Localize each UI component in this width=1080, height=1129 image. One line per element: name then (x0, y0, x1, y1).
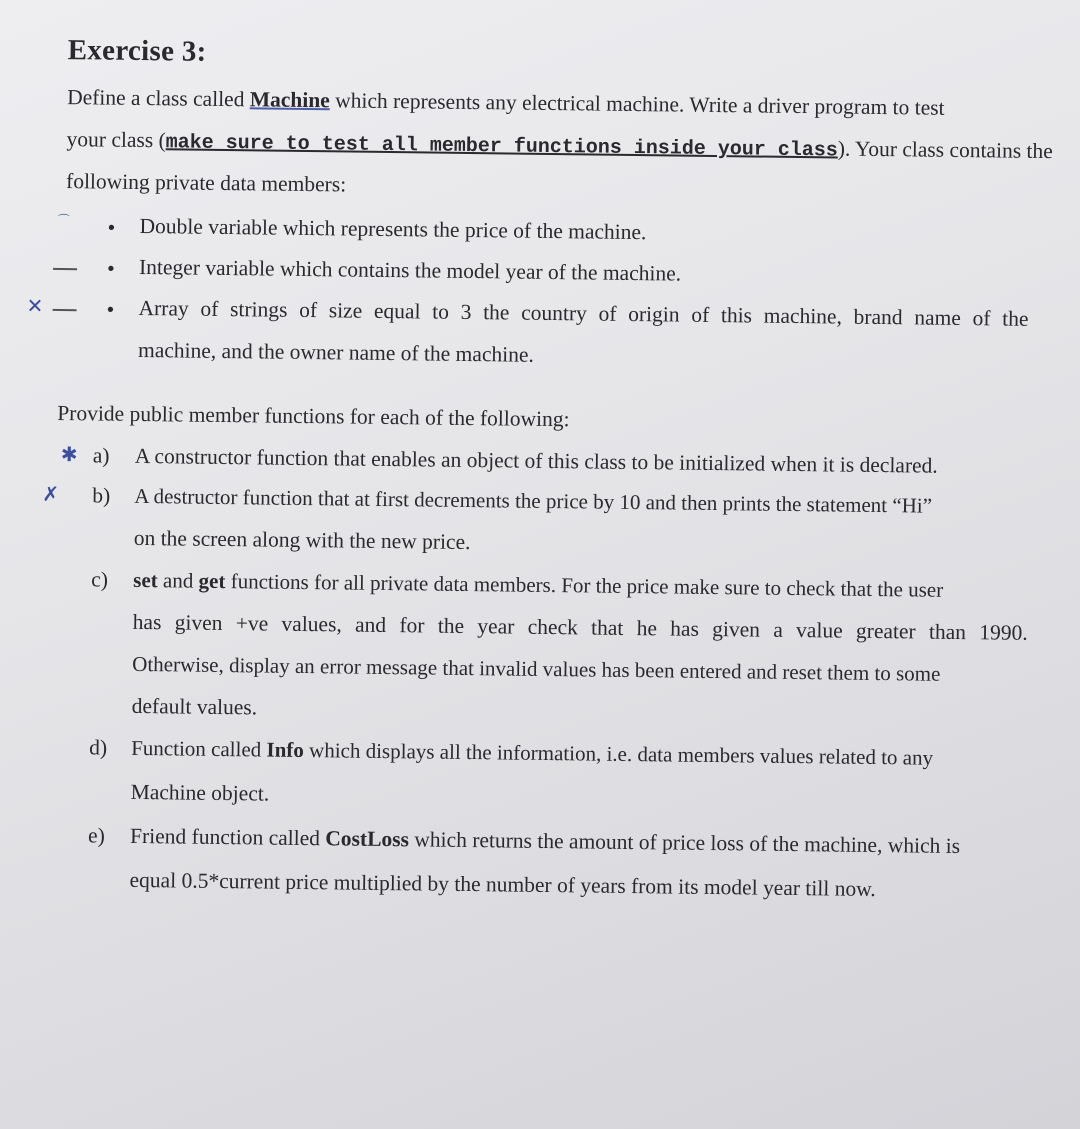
pen-x-icon: ✕ (26, 293, 44, 318)
item-c-text: and (157, 568, 199, 593)
item-d-line-2: Machine object. (130, 779, 270, 806)
item-b-line-1: A destructor function that at first decrements the price by 10 and then prints the statement “Hi” (134, 483, 933, 518)
bullet-strings-line-1: Array of strings of size equal to 3 the country of origin of this machine, brand name of the (138, 295, 1029, 331)
intro-text: ). Your class contains the (837, 136, 1053, 164)
pen-star-icon: ✱ (60, 442, 78, 467)
pen-tick-icon: ✗ (42, 481, 60, 506)
item-e-label: e) (87, 823, 105, 848)
provide-heading: Provide public member functions for each of the following: (57, 400, 570, 432)
get-keyword: get (198, 568, 226, 594)
class-name-machine: Machine (249, 87, 330, 113)
bullet-icon: • (106, 255, 115, 281)
item-e-line-1 (130, 825, 960, 859)
item-d-line-1 (131, 737, 933, 770)
intro-line-1 (67, 86, 945, 120)
bullet-year: Integer variable which contains the model year of the machine. (138, 254, 682, 286)
intro-line-2 (66, 128, 1052, 165)
pen-dash-icon (53, 309, 77, 311)
item-e-text: which returns the amount of price loss of the machine, which is (408, 827, 961, 859)
bullet-strings-line-2: machine, and the owner name of the machine. (137, 337, 535, 367)
item-c-line-2: has given +ve values, and for the year check that he has given a value greater than 1990. (132, 609, 1028, 645)
set-keyword: set (133, 567, 158, 593)
bullet-icon: • (106, 296, 115, 322)
item-d-text: which displays all the information, i.e. data members values related to any (303, 738, 934, 770)
exercise-title: Exercise 3: (67, 34, 207, 68)
info-function-name: Info (266, 737, 305, 763)
item-d-label: d) (89, 735, 108, 760)
intro-text: your class ( (66, 127, 166, 153)
item-c-line-1 (133, 569, 943, 602)
costloss-function-name: CostLoss (325, 826, 410, 852)
item-a-label: a) (92, 443, 110, 468)
item-e-line-2: equal 0.5*current price multiplied by the number of years from its model year till now. (129, 867, 876, 902)
pen-squiggle-icon: ⌒ (57, 212, 70, 228)
intro-text: which represents any electrical machine. Write a driver program to test (329, 88, 945, 120)
item-b-line-2: on the screen along with the new price. (133, 525, 471, 555)
intro-line-3: following private data members: (65, 169, 347, 197)
bullet-price: Double variable which represents the price of the machine. (139, 213, 647, 245)
bullet-icon: • (107, 214, 116, 240)
item-e-text: Friend function called (129, 823, 326, 851)
item-c-line-3: Otherwise, display an error message that invalid values has been entered and reset them to some (132, 651, 941, 686)
item-c-label: c) (91, 567, 109, 592)
item-c-line-4: default values. (131, 693, 258, 720)
pen-dash-icon (53, 268, 77, 270)
item-c-text: functions for all private data members. For the price make sure to check that the user (225, 569, 944, 602)
test-all-note: make sure to test all member functions inside your class (165, 131, 838, 163)
exercise-page (26, 28, 1053, 902)
intro-text: Define a class called (67, 85, 250, 112)
item-a-text: A constructor function that enables an object of this class to be initialized when it is declared. (134, 443, 938, 478)
item-d-text: Function called (131, 735, 267, 762)
item-b-label: b) (92, 483, 111, 508)
